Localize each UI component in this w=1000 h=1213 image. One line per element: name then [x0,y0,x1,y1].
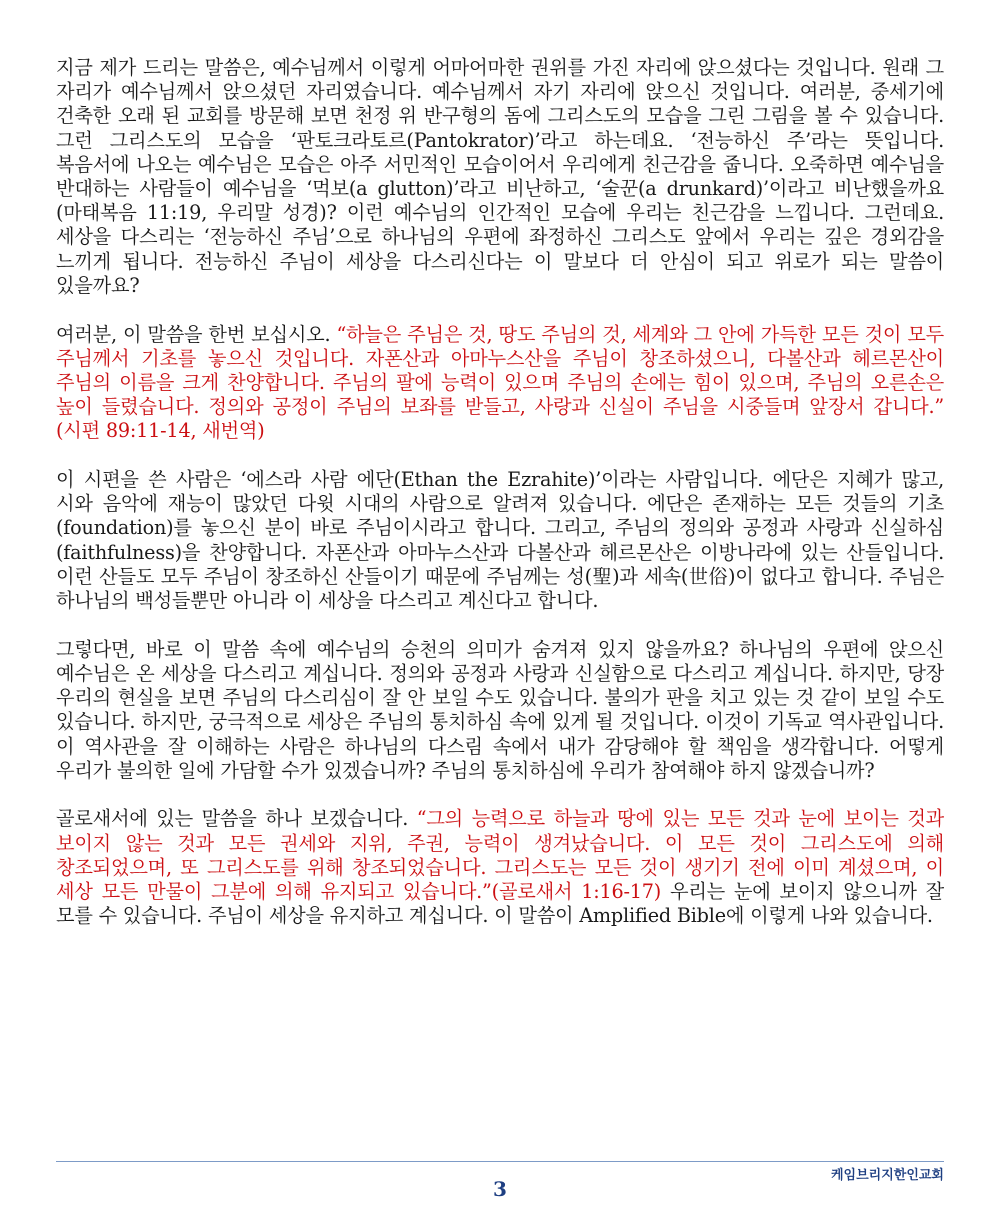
paragraph-lead: 여러분, 이 말씀을 한번 보십시오. [56,322,337,346]
paragraph-text: 지금 제가 드리는 말씀은, 예수님께서 이렇게 어마어마한 권위를 가진 자리에 앉으셨다는 것입니다. 원래 그 자리가 예수님께서 앉으셨던 자리였습니다. 예수님께서 자기 자리에 앉으신 것입니다. 여러분, 중세기에 건축한 오래 된 교회를 방문해 보면 천정 위 반구형의 돔에 그리스도의 모습을 그린 그림을 볼 수 있습니다. 그런 그리스도의 모습을 ‘판토크라토르(Pantokrator)’라고 하는데요. ‘전능하신 주’라는 뜻입니다. 복음서에 나오는 예수님은 모습은 아주 서민적인 모습이어서 우리에게 친근감을 줍니다. 오죽하면 예수님을 반대하는 사람들이 예수님을 ‘먹보(a glutton)’라고 비난하고, ‘술꾼(a drunkard)’이라고 비난했을까요(마태복음 11:19, 우리말 성경)? 이런 예수님의 인간적인 모습에 우리는 친근감을 느낍니다. 그런데요. 세상을 다스리는 ‘전능하신 주님’으로 하나님의 우편에 좌정하신 그리스도 앞에서 우리는 깊은 경외감을 느끼게 됩니다. 전능하신 주님이 세상을 다스리신다는 이 말보다 더 안심이 되고 위로가 되는 말씀이 있을까요? [56,56,944,297]
paragraph-5 [56,807,944,928]
page-body [56,56,944,953]
church-name: 케임브리지한인교회 [830,1168,944,1183]
page-number: 3 [493,1177,507,1201]
paragraph-text: 이 시편을 쓴 사람은 ‘에스라 사람 에단(Ethan the Ezrahite)’이라는 사람입니다. 에단은 지혜가 많고, 시와 음악에 재능이 많았던 다윗 시대의 사람으로 알려져 있습니다. 에단은 존재하는 모든 것들의 기초(foundation)를 놓으신 분이 바로 주님이시라고 합니다. 그리고, 주님의 정의와 공정과 사랑과 신실하심(faithfulness)을 찬양합니다. 자폰산과 아마누스산과 다볼산과 헤르몬산은 이방나라에 있는 산들입니다. 이런 산들도 모두 주님이 창조하신 산들이기 때문에 주님께는 성(聖)과 세속(世俗)이 없다고 합니다. 주님은 하나님의 백성들뿐만 아니라 이 세상을 다스리고 계신다고 합니다. [56,468,944,613]
footer-divider [56,1161,944,1162]
paragraph-text: 그렇다면, 바로 이 말씀 속에 예수님의 승천의 의미가 숨겨져 있지 않을까요? 하나님의 우편에 앉으신 예수님은 온 세상을 다스리고 계십니다. 정의와 공정과 사랑과 신실함으로 다스리고 계십니다. 하지만, 당장 우리의 현실을 보면 주님의 다스리심이 잘 안 보일 수도 있습니다. 불의가 판을 치고 있는 것 같이 보일 수도 있습니다. 하지만, 궁극적으로 세상은 주님의 통치하심 속에 있게 될 것입니다. 이것이 기독교 역사관입니다. 이 역사관을 잘 이해하는 사람은 하나님의 다스림 속에서 내가 감당해야 할 책임을 생각합니다. 어떻게 우리가 불의한 일에 가담할 수가 있겠습니까? 주님의 통치하심에 우리가 참여해야 하지 않겠습니까? [56,637,944,782]
paragraph-1 [56,56,944,298]
paragraph-lead: 골로새서에 있는 말씀을 하나 보겠습니다. [56,807,417,831]
scripture-quote-psalm: “하늘은 주님은 것, 땅도 주님의 것, 세계와 그 안에 가득한 모든 것이 모두 주님께서 기초를 놓으신 것입니다. 자폰산과 아마누스산을 주님이 창조하셨으니, 다볼산과 헤르몬산이 주님의 이름을 크게 찬양합니다. 주님의 팔에 능력이 있으며 주님의 손에는 힘이 있으며, 주님의 오른손은 높이 들렸습니다. 정의와 공정이 주님의 보좌를 받들고, 사랑과 신실이 주님을 시중들며 앞장서 갑니다.” (시편 89:11-14, 새번역) [56,322,944,443]
paragraph-tail: 우리는 눈에 보이지 않으니까 잘 모를 수 있습니다. 주님이 세상을 유지하고 계십니다. 이 말씀이 Amplified Bible에 이렇게 나와 있습니다. [56,880,944,928]
paragraph-3 [56,468,944,613]
scripture-quote-colossians: “그의 능력으로 하늘과 땅에 있는 모든 것과 눈에 보이는 것과 보이지 않는 것과 모든 권세와 지위, 주권, 능력이 생겨났습니다. 이 모든 것이 그리스도에 의해 창조되었으며, 또 그리스도를 위해 창조되었습니다. 그리스도는 모든 것이 생기기 전에 이미 계셨으며, 이 세상 모든 만물이 그분에 의해 유지되고 있습니다.”(골로새서 1:16-17) [56,807,944,904]
paragraph-4 [56,638,944,783]
paragraph-2 [56,323,944,444]
